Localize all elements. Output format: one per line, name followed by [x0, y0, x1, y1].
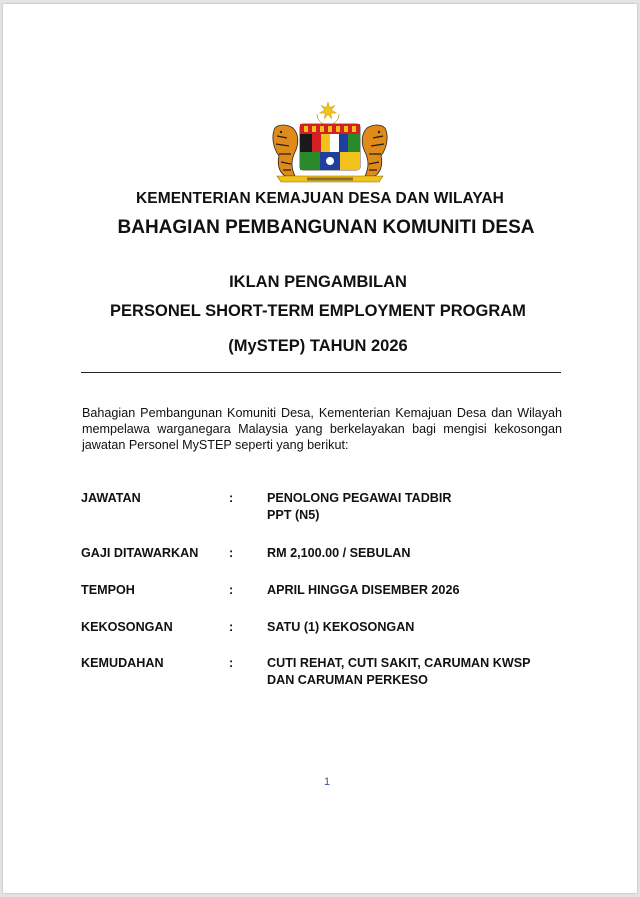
malaysia-coat-of-arms-icon — [267, 102, 393, 184]
detail-label: KEMUDAHAN — [81, 656, 164, 670]
detail-value-line: SATU (1) KEKOSONGAN — [267, 620, 415, 634]
detail-value — [267, 619, 567, 636]
ministry-name: KEMENTERIAN KEMAJUAN DESA DAN WILAYAH — [136, 190, 504, 207]
detail-value-line: DAN CARUMAN PERKESO — [267, 673, 428, 687]
detail-colon: : — [229, 656, 234, 670]
ad-title-line-2: PERSONEL SHORT-TERM EMPLOYMENT PROGRAM — [110, 302, 526, 320]
detail-value-line: RM 2,100.00 / SEBULAN — [267, 546, 411, 560]
horizontal-divider — [81, 372, 561, 373]
detail-value — [267, 582, 567, 599]
detail-colon: : — [229, 583, 234, 597]
intro-paragraph: Bahagian Pembangunan Komuniti Desa, Kementerian Kemajuan Desa dan Wilayah mempelawa warganegara Malaysia yang berkelayakan bagi mengisi kekosongan jawatan Personel MySTEP seperti yang berikut: — [82, 406, 562, 453]
detail-value — [267, 545, 567, 562]
detail-value-line: PENOLONG PEGAWAI TADBIR — [267, 491, 452, 505]
document-page — [3, 4, 637, 893]
detail-value-line: PPT (N5) — [267, 508, 320, 522]
detail-label: TEMPOH — [81, 583, 135, 597]
page-number: 1 — [323, 776, 331, 788]
detail-value-line: CUTI REHAT, CUTI SAKIT, CARUMAN KWSP — [267, 656, 531, 670]
ad-title-line-1: IKLAN PENGAMBILAN — [229, 273, 407, 291]
detail-value — [267, 655, 567, 689]
detail-value-line: APRIL HINGGA DISEMBER 2026 — [267, 583, 460, 597]
ad-title-line-3: (MySTEP) TAHUN 2026 — [228, 337, 408, 355]
detail-value — [267, 490, 567, 524]
detail-colon: : — [229, 546, 234, 560]
division-name: BAHAGIAN PEMBANGUNAN KOMUNITI DESA — [117, 217, 535, 238]
detail-colon: : — [229, 620, 234, 634]
detail-label: JAWATAN — [81, 491, 141, 505]
detail-colon: : — [229, 491, 234, 505]
detail-label: KEKOSONGAN — [81, 620, 173, 634]
detail-label: GAJI DITAWARKAN — [81, 546, 199, 560]
